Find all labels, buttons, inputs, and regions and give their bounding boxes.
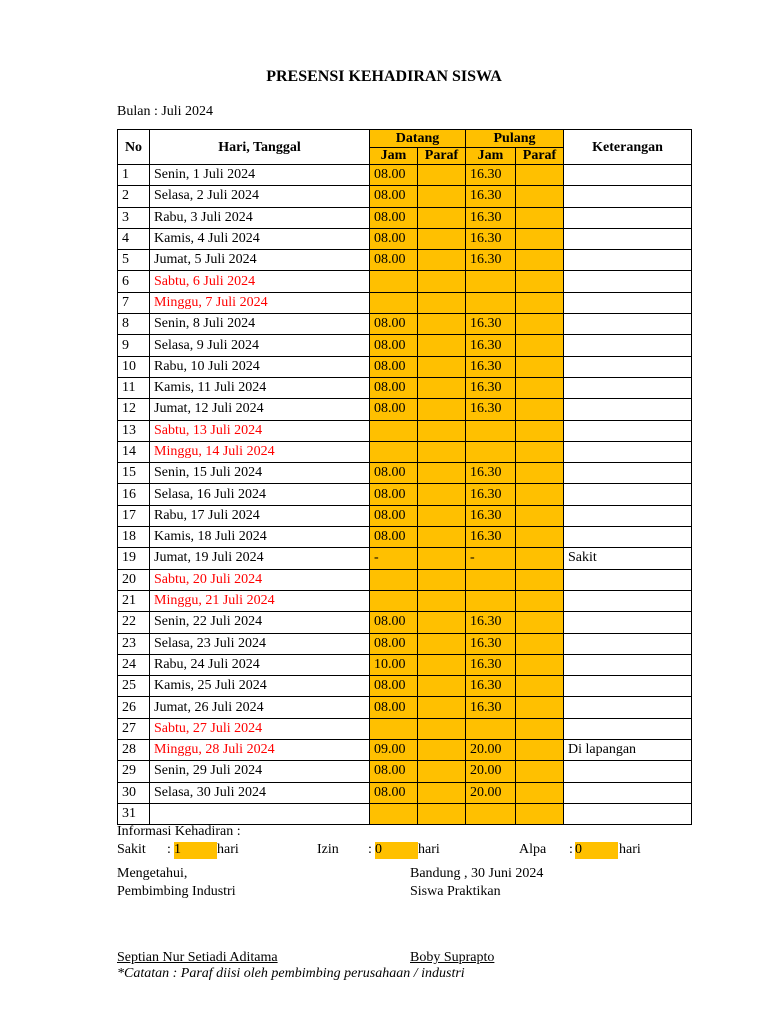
table-row: [118, 463, 692, 484]
row-pulang-paraf: [516, 484, 564, 505]
row-hari-tanggal: Kamis, 4 Juli 2024: [150, 228, 370, 249]
row-pulang-jam: [466, 271, 516, 292]
row-pulang-paraf: [516, 463, 564, 484]
izin-label: Izin: [317, 842, 339, 857]
row-datang-paraf: [418, 335, 466, 356]
row-no: 25: [118, 676, 150, 697]
row-no: 30: [118, 782, 150, 803]
table-row: [118, 676, 692, 697]
row-datang-jam: 08.00: [370, 228, 418, 249]
row-pulang-paraf: [516, 292, 564, 313]
row-hari-tanggal: Selasa, 16 Juli 2024: [150, 484, 370, 505]
row-pulang-paraf: [516, 718, 564, 739]
row-datang-paraf: [418, 527, 466, 548]
row-keterangan: [564, 761, 692, 782]
row-pulang-paraf: [516, 569, 564, 590]
row-pulang-jam: 16.30: [466, 207, 516, 228]
row-hari-tanggal: Selasa, 2 Juli 2024: [150, 186, 370, 207]
siswa-name: Boby Suprapto: [410, 950, 495, 965]
row-keterangan: [564, 165, 692, 186]
row-pulang-paraf: [516, 633, 564, 654]
row-keterangan: Sakit: [564, 548, 692, 569]
row-datang-paraf: [418, 548, 466, 569]
row-pulang-paraf: [516, 527, 564, 548]
table-row: [118, 527, 692, 548]
row-pulang-paraf: [516, 165, 564, 186]
table-row: [118, 377, 692, 398]
row-datang-paraf: [418, 654, 466, 675]
row-datang-paraf: [418, 399, 466, 420]
row-datang-jam: [370, 420, 418, 441]
row-datang-jam: 08.00: [370, 165, 418, 186]
row-no: 9: [118, 335, 150, 356]
row-hari-tanggal: Minggu, 14 Juli 2024: [150, 441, 370, 462]
row-no: 26: [118, 697, 150, 718]
row-pulang-jam: 16.30: [466, 335, 516, 356]
row-keterangan: [564, 207, 692, 228]
row-pulang-paraf: [516, 228, 564, 249]
row-pulang-jam: 16.30: [466, 527, 516, 548]
row-keterangan: [564, 633, 692, 654]
header-datang-jam: Jam: [370, 148, 418, 165]
row-datang-jam: 08.00: [370, 633, 418, 654]
row-datang-paraf: [418, 782, 466, 803]
table-row: [118, 612, 692, 633]
row-hari-tanggal: Senin, 22 Juli 2024: [150, 612, 370, 633]
row-hari-tanggal: Sabtu, 6 Juli 2024: [150, 271, 370, 292]
row-pulang-jam: [466, 420, 516, 441]
sakit-value: 1: [174, 842, 181, 857]
row-pulang-jam: 16.30: [466, 612, 516, 633]
row-keterangan: [564, 697, 692, 718]
row-datang-jam: [370, 590, 418, 611]
row-keterangan: [564, 441, 692, 462]
table-row: [118, 548, 692, 569]
row-datang-jam: [370, 441, 418, 462]
table-row: [118, 782, 692, 803]
attendance-summary: [117, 842, 677, 860]
row-pulang-jam: 16.30: [466, 697, 516, 718]
row-no: 1: [118, 165, 150, 186]
date-place-label: Bandung , 30 Juni 2024: [410, 866, 544, 881]
row-hari-tanggal: Senin, 29 Juli 2024: [150, 761, 370, 782]
row-hari-tanggal: Kamis, 18 Juli 2024: [150, 527, 370, 548]
row-datang-jam: 08.00: [370, 314, 418, 335]
row-pulang-paraf: [516, 590, 564, 611]
row-hari-tanggal: Sabtu, 20 Juli 2024: [150, 569, 370, 590]
row-keterangan: [564, 782, 692, 803]
row-pulang-jam: 16.30: [466, 463, 516, 484]
row-datang-jam: 08.00: [370, 399, 418, 420]
row-hari-tanggal: Rabu, 24 Juli 2024: [150, 654, 370, 675]
pembimbing-label: Pembimbing Industri: [117, 884, 236, 899]
row-datang-paraf: [418, 633, 466, 654]
table-row: [118, 207, 692, 228]
row-keterangan: [564, 676, 692, 697]
row-pulang-paraf: [516, 505, 564, 526]
row-pulang-jam: [466, 590, 516, 611]
month-label: Bulan : Juli 2024: [117, 104, 214, 119]
row-pulang-paraf: [516, 186, 564, 207]
table-row: [118, 250, 692, 271]
table-row: [118, 292, 692, 313]
row-pulang-jam: -: [466, 548, 516, 569]
row-keterangan: [564, 569, 692, 590]
table-row: [118, 761, 692, 782]
row-hari-tanggal: Rabu, 17 Juli 2024: [150, 505, 370, 526]
row-pulang-paraf: [516, 654, 564, 675]
table-row: [118, 697, 692, 718]
row-keterangan: [564, 271, 692, 292]
table-row: [118, 803, 692, 824]
row-hari-tanggal: Jumat, 19 Juli 2024: [150, 548, 370, 569]
row-no: 11: [118, 377, 150, 398]
sakit-label: Sakit: [117, 842, 146, 857]
header-datang-paraf: Paraf: [418, 148, 466, 165]
row-no: 5: [118, 250, 150, 271]
row-keterangan: [564, 377, 692, 398]
row-datang-jam: 08.00: [370, 527, 418, 548]
row-hari-tanggal: Jumat, 12 Juli 2024: [150, 399, 370, 420]
row-pulang-paraf: [516, 740, 564, 761]
row-no: 24: [118, 654, 150, 675]
row-hari-tanggal: Senin, 15 Juli 2024: [150, 463, 370, 484]
row-hari-tanggal: Kamis, 25 Juli 2024: [150, 676, 370, 697]
row-pulang-jam: 16.30: [466, 654, 516, 675]
izin-colon: :: [368, 842, 372, 857]
header-pulang: Pulang: [466, 130, 564, 148]
row-datang-jam: 08.00: [370, 484, 418, 505]
footnote: *Catatan : Paraf diisi oleh pembimbing perusahaan / industri: [117, 966, 465, 981]
table-row: [118, 228, 692, 249]
row-pulang-jam: 20.00: [466, 782, 516, 803]
table-row: [118, 740, 692, 761]
row-hari-tanggal: Kamis, 11 Juli 2024: [150, 377, 370, 398]
row-keterangan: Di lapangan: [564, 740, 692, 761]
row-datang-jam: 08.00: [370, 782, 418, 803]
row-datang-jam: [370, 718, 418, 739]
alpa-colon: :: [569, 842, 573, 857]
table-row: [118, 633, 692, 654]
row-datang-jam: -: [370, 548, 418, 569]
table-row: [118, 484, 692, 505]
table-row: [118, 165, 692, 186]
row-datang-jam: 08.00: [370, 207, 418, 228]
row-datang-paraf: [418, 740, 466, 761]
row-no: 23: [118, 633, 150, 654]
row-pulang-paraf: [516, 314, 564, 335]
row-pulang-jam: 16.30: [466, 505, 516, 526]
row-no: 14: [118, 441, 150, 462]
row-keterangan: [564, 718, 692, 739]
row-pulang-paraf: [516, 377, 564, 398]
row-keterangan: [564, 186, 692, 207]
row-no: 15: [118, 463, 150, 484]
row-keterangan: [564, 612, 692, 633]
row-pulang-paraf: [516, 271, 564, 292]
row-keterangan: [564, 590, 692, 611]
document-title: PRESENSI KEHADIRAN SISWA: [266, 68, 502, 85]
row-hari-tanggal: Senin, 8 Juli 2024: [150, 314, 370, 335]
row-pulang-paraf: [516, 548, 564, 569]
row-pulang-jam: 16.30: [466, 399, 516, 420]
table-row: [118, 441, 692, 462]
mengetahui-label: Mengetahui,: [117, 866, 188, 881]
row-no: 16: [118, 484, 150, 505]
table-row: [118, 718, 692, 739]
row-hari-tanggal: Selasa, 23 Juli 2024: [150, 633, 370, 654]
row-datang-jam: 08.00: [370, 335, 418, 356]
row-datang-jam: [370, 803, 418, 824]
row-pulang-jam: 16.30: [466, 186, 516, 207]
row-pulang-jam: 16.30: [466, 165, 516, 186]
header-datang: Datang: [370, 130, 466, 148]
row-no: 13: [118, 420, 150, 441]
row-no: 28: [118, 740, 150, 761]
row-pulang-jam: [466, 441, 516, 462]
row-pulang-paraf: [516, 761, 564, 782]
row-datang-jam: 08.00: [370, 356, 418, 377]
table-row: [118, 505, 692, 526]
attendance-table: [117, 129, 692, 825]
table-row: [118, 590, 692, 611]
row-pulang-jam: 20.00: [466, 761, 516, 782]
row-pulang-paraf: [516, 697, 564, 718]
row-datang-jam: 10.00: [370, 654, 418, 675]
row-datang-paraf: [418, 718, 466, 739]
row-pulang-jam: 16.30: [466, 356, 516, 377]
row-datang-paraf: [418, 676, 466, 697]
alpa-label: Alpa: [519, 842, 547, 857]
row-no: 8: [118, 314, 150, 335]
pembimbing-name: Septian Nur Setiadi Aditama: [117, 950, 278, 965]
table-row: [118, 356, 692, 377]
header-no: No: [118, 130, 150, 165]
header-pulang-paraf: Paraf: [516, 148, 564, 165]
row-hari-tanggal: [150, 803, 370, 824]
row-pulang-jam: 16.30: [466, 377, 516, 398]
row-datang-paraf: [418, 803, 466, 824]
row-datang-jam: 08.00: [370, 377, 418, 398]
row-datang-jam: 09.00: [370, 740, 418, 761]
row-datang-paraf: [418, 292, 466, 313]
row-datang-paraf: [418, 356, 466, 377]
row-keterangan: [564, 292, 692, 313]
row-no: 4: [118, 228, 150, 249]
row-pulang-jam: 20.00: [466, 740, 516, 761]
row-keterangan: [564, 527, 692, 548]
row-no: 2: [118, 186, 150, 207]
table-row: [118, 569, 692, 590]
row-datang-jam: 08.00: [370, 463, 418, 484]
row-datang-paraf: [418, 505, 466, 526]
row-no: 12: [118, 399, 150, 420]
row-no: 21: [118, 590, 150, 611]
header-pulang-jam: Jam: [466, 148, 516, 165]
row-datang-jam: [370, 271, 418, 292]
header-hari-tanggal: Hari, Tanggal: [150, 130, 370, 165]
row-pulang-jam: [466, 718, 516, 739]
row-hari-tanggal: Jumat, 5 Juli 2024: [150, 250, 370, 271]
row-datang-paraf: [418, 207, 466, 228]
row-keterangan: [564, 228, 692, 249]
alpa-unit: hari: [619, 842, 641, 857]
row-datang-paraf: [418, 250, 466, 271]
header-keterangan: Keterangan: [564, 130, 692, 165]
row-pulang-paraf: [516, 207, 564, 228]
row-hari-tanggal: Selasa, 30 Juli 2024: [150, 782, 370, 803]
row-datang-jam: 08.00: [370, 186, 418, 207]
row-datang-paraf: [418, 377, 466, 398]
row-pulang-jam: 16.30: [466, 484, 516, 505]
row-keterangan: [564, 399, 692, 420]
row-no: 31: [118, 803, 150, 824]
row-datang-jam: 08.00: [370, 505, 418, 526]
row-pulang-jam: [466, 292, 516, 313]
row-datang-paraf: [418, 165, 466, 186]
row-pulang-paraf: [516, 612, 564, 633]
row-keterangan: [564, 654, 692, 675]
row-pulang-paraf: [516, 399, 564, 420]
row-datang-paraf: [418, 612, 466, 633]
row-no: 27: [118, 718, 150, 739]
row-datang-jam: 08.00: [370, 697, 418, 718]
row-datang-jam: 08.00: [370, 250, 418, 271]
row-datang-paraf: [418, 441, 466, 462]
attendance-rows: [118, 165, 692, 825]
row-datang-paraf: [418, 228, 466, 249]
siswa-label: Siswa Praktikan: [410, 884, 501, 899]
table-row: [118, 399, 692, 420]
row-pulang-paraf: [516, 803, 564, 824]
row-no: 3: [118, 207, 150, 228]
row-hari-tanggal: Minggu, 28 Juli 2024: [150, 740, 370, 761]
table-row: [118, 335, 692, 356]
row-no: 17: [118, 505, 150, 526]
row-hari-tanggal: Jumat, 26 Juli 2024: [150, 697, 370, 718]
row-datang-paraf: [418, 697, 466, 718]
izin-value: 0: [375, 842, 382, 857]
row-pulang-paraf: [516, 676, 564, 697]
row-keterangan: [564, 484, 692, 505]
sakit-unit: hari: [217, 842, 239, 857]
row-pulang-jam: [466, 803, 516, 824]
row-keterangan: [564, 803, 692, 824]
row-pulang-paraf: [516, 335, 564, 356]
row-keterangan: [564, 420, 692, 441]
row-pulang-jam: 16.30: [466, 250, 516, 271]
row-hari-tanggal: Sabtu, 13 Juli 2024: [150, 420, 370, 441]
row-datang-paraf: [418, 569, 466, 590]
row-no: 22: [118, 612, 150, 633]
row-hari-tanggal: Senin, 1 Juli 2024: [150, 165, 370, 186]
row-pulang-jam: 16.30: [466, 228, 516, 249]
row-no: 29: [118, 761, 150, 782]
row-pulang-jam: [466, 569, 516, 590]
table-row: [118, 186, 692, 207]
alpa-value: 0: [575, 842, 582, 857]
row-hari-tanggal: Rabu, 10 Juli 2024: [150, 356, 370, 377]
row-datang-paraf: [418, 271, 466, 292]
row-datang-paraf: [418, 761, 466, 782]
row-keterangan: [564, 463, 692, 484]
table-row: [118, 420, 692, 441]
row-no: 20: [118, 569, 150, 590]
row-pulang-jam: 16.30: [466, 314, 516, 335]
row-pulang-paraf: [516, 782, 564, 803]
row-no: 18: [118, 527, 150, 548]
row-datang-jam: [370, 569, 418, 590]
row-pulang-jam: 16.30: [466, 633, 516, 654]
row-datang-paraf: [418, 590, 466, 611]
row-pulang-paraf: [516, 356, 564, 377]
row-datang-paraf: [418, 186, 466, 207]
row-datang-jam: 08.00: [370, 676, 418, 697]
row-keterangan: [564, 314, 692, 335]
sakit-colon: :: [167, 842, 171, 857]
row-hari-tanggal: Sabtu, 27 Juli 2024: [150, 718, 370, 739]
row-datang-jam: 08.00: [370, 612, 418, 633]
row-pulang-jam: 16.30: [466, 676, 516, 697]
table-row: [118, 654, 692, 675]
row-keterangan: [564, 356, 692, 377]
row-no: 10: [118, 356, 150, 377]
row-datang-paraf: [418, 314, 466, 335]
row-hari-tanggal: Selasa, 9 Juli 2024: [150, 335, 370, 356]
row-no: 7: [118, 292, 150, 313]
row-hari-tanggal: Minggu, 7 Juli 2024: [150, 292, 370, 313]
row-no: 19: [118, 548, 150, 569]
row-no: 6: [118, 271, 150, 292]
row-keterangan: [564, 335, 692, 356]
row-datang-jam: [370, 292, 418, 313]
row-pulang-paraf: [516, 420, 564, 441]
row-keterangan: [564, 505, 692, 526]
row-datang-paraf: [418, 463, 466, 484]
row-hari-tanggal: Rabu, 3 Juli 2024: [150, 207, 370, 228]
row-hari-tanggal: Minggu, 21 Juli 2024: [150, 590, 370, 611]
row-datang-jam: 08.00: [370, 761, 418, 782]
table-row: [118, 314, 692, 335]
row-datang-paraf: [418, 484, 466, 505]
row-pulang-paraf: [516, 250, 564, 271]
row-datang-paraf: [418, 420, 466, 441]
row-keterangan: [564, 250, 692, 271]
row-pulang-paraf: [516, 441, 564, 462]
izin-unit: hari: [418, 842, 440, 857]
attendance-info-label: Informasi Kehadiran :: [117, 824, 241, 839]
table-row: [118, 271, 692, 292]
